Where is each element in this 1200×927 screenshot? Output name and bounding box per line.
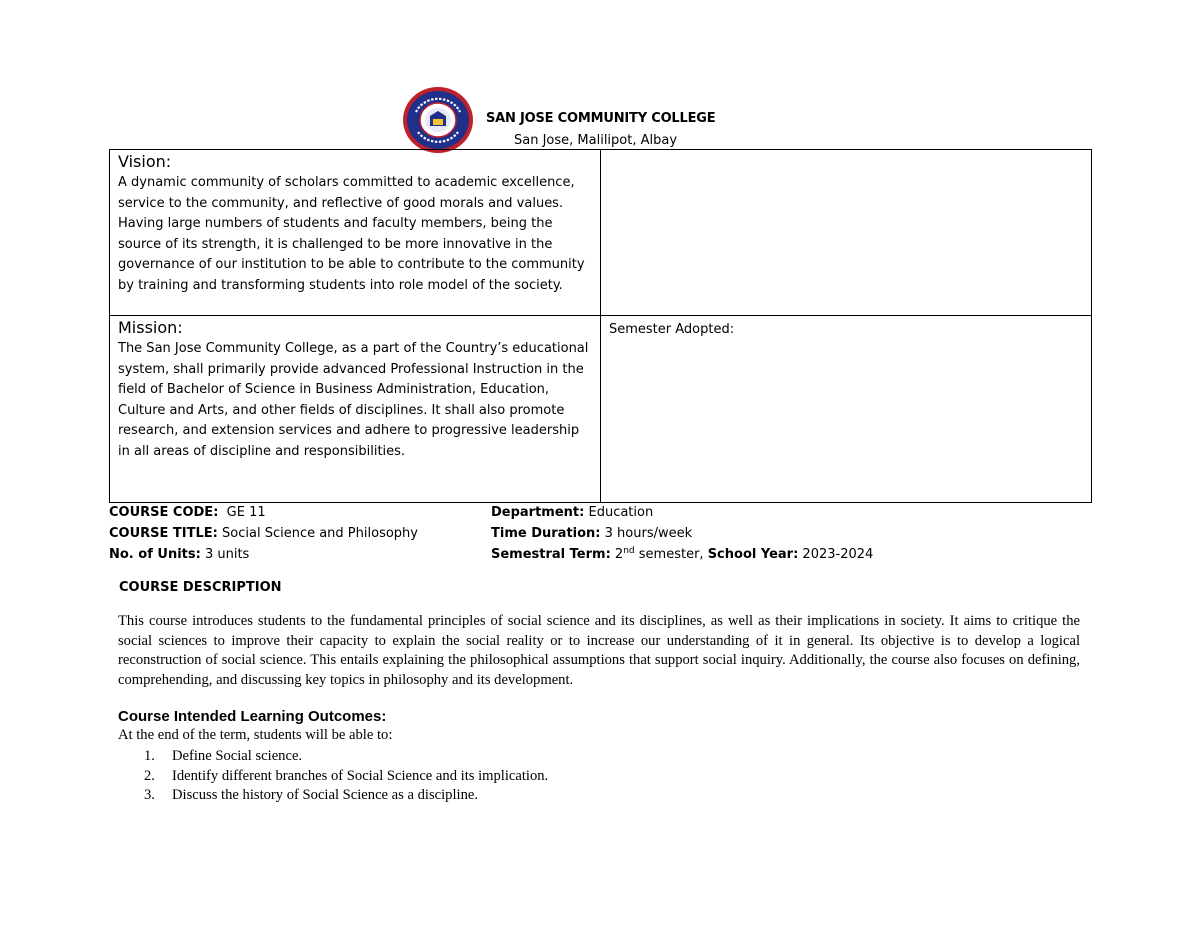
- units-value: 3 units: [204, 547, 250, 562]
- college-address: San Jose, Malilipot, Albay: [514, 133, 678, 148]
- course-info-right: [491, 502, 873, 565]
- time-duration-label: Time Duration:: [491, 526, 601, 541]
- learning-outcomes-list: [144, 747, 548, 806]
- list-item-text: Identify different branches of Social Science and its implication.: [172, 767, 549, 784]
- list-item: [144, 767, 548, 787]
- college-seal-icon: [402, 86, 474, 154]
- mission-row: [110, 316, 1092, 503]
- semestral-term-label: Semestral Term:: [491, 547, 611, 562]
- school-year-label: School Year:: [707, 547, 799, 562]
- mission-cell: [110, 316, 601, 503]
- learning-outcomes-title: Course Intended Learning Outcomes:: [118, 708, 387, 725]
- list-item-number: 2.: [144, 767, 155, 784]
- term-number: 2: [614, 547, 624, 562]
- course-info-left: [109, 502, 418, 565]
- list-item: [144, 786, 548, 806]
- course-code-line: [109, 502, 418, 523]
- mission-text: The San Jose Community College, as a part of the Country’s educational system, shall primarily provide advanced Professional Instruction in the field of Bachelor of Science in Business Administration, Education, Culture and Arts, and other fields of disciplines. It shall also promote research, and extension services and adhere to progressive leadership in all areas of discipline and responsibilities.: [118, 341, 589, 459]
- school-year-value: 2023-2024: [802, 547, 874, 562]
- list-item-text: Define Social science.: [172, 748, 303, 764]
- course-title-label: COURSE TITLE:: [109, 526, 218, 541]
- vision-mission-table: [109, 149, 1092, 503]
- course-description-title: COURSE DESCRIPTION: [119, 580, 282, 595]
- department-line: [491, 502, 873, 523]
- semestral-term-line: [491, 544, 873, 565]
- vision-text: A dynamic community of scholars committed to academic excellence, service to the community, and reflective of good morals and values. Having large numbers of students and faculty members, being the source of its strength, it is challenged to be more innovative in the governance of our institution to be able to contribute to the community by training and transforming students into role model of the society.: [118, 175, 585, 293]
- department-value: Education: [588, 505, 654, 520]
- learning-outcomes-intro: At the end of the term, students will be able to:: [118, 727, 393, 743]
- course-code-value: GE 11: [226, 505, 266, 520]
- term-suffix: nd: [623, 546, 635, 556]
- course-description-text: This course introduces students to the fundamental principles of social science and its disciplines, as well as their implications in society. It aims to critique the social sciences to improve their capacity to explain the social reality or to increase our understanding of it in general. Its objective is to develop a logical reconstruction of social science. This entails explaining the philosophical assumptions that support social inquiry. Additionally, the course also focuses on defining, comprehending, and discussing key topics in philosophy and its development.: [118, 613, 1080, 688]
- units-line: [109, 544, 418, 565]
- semester-adopted-cell: [601, 316, 1092, 503]
- mission-heading: Mission:: [118, 318, 183, 337]
- course-title-line: [109, 523, 418, 544]
- department-label: Department:: [491, 505, 585, 520]
- units-label: No. of Units:: [109, 547, 201, 562]
- term-rest: semester,: [638, 547, 704, 562]
- time-duration-line: [491, 523, 873, 544]
- vision-row: [110, 150, 1092, 316]
- vision-heading: Vision:: [118, 152, 172, 171]
- vision-cell: [110, 150, 601, 316]
- course-title-value: Social Science and Philosophy: [222, 526, 418, 541]
- list-item-text: Discuss the history of Social Science as a discipline.: [172, 787, 478, 803]
- list-item-number: 3.: [144, 787, 155, 803]
- list-item-number: 1.: [144, 748, 155, 764]
- college-name: SAN JOSE COMMUNITY COLLEGE: [486, 111, 716, 126]
- list-item: [144, 747, 548, 767]
- semester-adopted-label: Semester Adopted:: [609, 322, 735, 337]
- course-code-label: COURSE CODE:: [109, 505, 219, 520]
- time-duration-value: 3 hours/week: [604, 526, 693, 541]
- vision-empty-cell: [601, 150, 1092, 316]
